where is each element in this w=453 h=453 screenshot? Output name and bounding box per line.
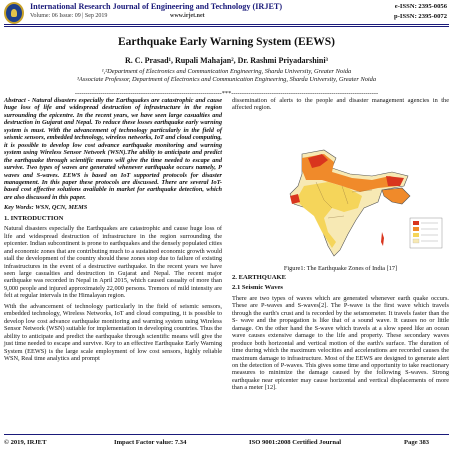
journal-header bbox=[0, 0, 453, 38]
page-footer bbox=[4, 436, 449, 450]
p-issn: p-ISSN: 2395-0072 bbox=[394, 13, 447, 20]
seismic-waves-paragraph: There are two types of waves which are generated whenever earth quake occurs. These are P-waves and S-waves[2]. The P-wave is the first wave which travels through the earth's crust and is recorded by the seismometer. It travels faster than the S- wave and the propagation is like that of a sound wave. It causes no or little damage. On the other hand the S-wave which travels at a slow speed like an ocean wave causes extensive damage to the life and property. These secondary waves produce both horizontal and vertical motion of the earth's surface. The duration of time during which the maximum velocities and accelerations are recorded causes the maximum damage to infrastructure. Most of the EEWS are designed to generate alert on the detection of P-waves. This gives some time and opportunity to take reactionary measures to minimize the damage caused by the following S-waves. Strong earthquake near epicenter may cause horizontal and vertical displacements of more than a meter [12]. bbox=[232, 294, 449, 392]
footer-iso: ISO 9001:2008 Certified Journal bbox=[249, 439, 342, 446]
section-2-1-heading: 2.1 Seismic Waves bbox=[232, 284, 283, 292]
separator-line: ---------------------------------------------------------------------***--------------------------------------------------------------------- bbox=[74, 90, 379, 97]
intro-paragraph-1: Natural disasters especially the Earthquakes are catastrophic and cause huge loss of life and widespread destruction of infrastructure in the region surrounding the epicenter. Indian subcontinent is prone to earthquakes and the densely populated cities and economic zones that are contributing much to a sustained economic growth would stall the development of the country should these zones stop due to failure of existing infrastructures in the event of a destructive earthquake. In the recent years we have seen large casualties and destruction in Gujarat and Nepal. The recent major earthquake was recorded in Nepal in April 2015, which caused casualty of more than 9,000 people and injured approximately 22,000 persons. Tremors of mild intensity are felt at regular intervals in the Himalayan region. bbox=[4, 225, 222, 300]
footer-rule bbox=[4, 434, 449, 435]
left-column bbox=[4, 97, 222, 365]
intro-heading: 1. INTRODUCTION bbox=[4, 214, 64, 222]
right-column-top bbox=[232, 97, 449, 115]
intro-continuation: dissemination of alerts to the people and disaster management agencies in the affected region. bbox=[232, 97, 449, 112]
journal-name: International Research Journal of Engineering and Technology (IRJET) bbox=[30, 2, 283, 11]
keywords: Key Words: WSN, QCN, MEMS bbox=[4, 204, 88, 212]
footer-impact-factor: Impact Factor value: 7.34 bbox=[114, 439, 187, 446]
abstract: Abstract - Natural disasters especially the Earthquakes are catastrophic and cause huge loss of life and widespread destruction of infrastructure in the region surrounding the epicentre. In the recent years, we have seen large casualties and destruction in Gujarat and Nepal. To reduce these losses earthquake early warning system is must. With the advancement of technology particularly in the field of seismic sensors, embedded technology, wireless networks, IoT and cloud computing, it is possible to develop low cost advance earthquake monitoring and warning system using Wireless Sensor Network (WSN).The ability to anticipate and predict the earthquake through scientific means will give the time needed to escape and survive. Two types of waves are generated whenever earthquake occurs namely, P waves and S-waves. EEWS is based on IoT supported protocols for disaster management. In this paper these protocols are discussed. There are several IoT-based cost effective solutions available in market for earthquake detection, which are also discussed in this paper. bbox=[4, 97, 222, 201]
intro-paragraph-2: With the advancement of technology particularly in the field of seismic sensors, embedded technology, Wireless Networks, IoT and cloud computing, it is possible to develop low cost advance earthquake monitoring and warning system using Wireless Sensor Network (WSN) suitable for implementation in developing countries. Thus the ability to anticipate and predict the earthquake through scientific means will give the just time needed to escape and survive. Key to an effective Earthquake Early Warning System (EEWS) is the large scale employment of low cost sensors, highly reliable WSN, Real time analytics and prompt bbox=[4, 302, 222, 362]
irjet-logo-icon bbox=[4, 2, 24, 24]
india-seismic-zone-map bbox=[232, 146, 449, 262]
affiliation-2: ³Associate Professor, Department of Electronics and Communication Engineering, Sharda University, Greater Noida bbox=[76, 76, 377, 83]
affiliation-1: ¹,²Department of Electronics and Communication Engineering, Sharda University, Greater Noida bbox=[101, 68, 352, 75]
header-rule bbox=[4, 24, 449, 25]
author-list: R. C. Prasad¹, Rupali Mahajan², Dr. Rashmi Priyadarshini³ bbox=[125, 56, 328, 65]
right-column-bottom bbox=[232, 274, 449, 395]
footer-page-number: Page 383 bbox=[404, 439, 430, 446]
paper-title: Earthquake Early Warning System (EEWS) bbox=[117, 36, 336, 48]
figure-caption: Figure1: The Earthquake Zones of India [17] bbox=[283, 265, 398, 272]
footer-copyright: © 2019, IRJET bbox=[4, 439, 47, 446]
section-2-heading: 2. EARTHQUAKE bbox=[232, 274, 286, 281]
journal-url[interactable]: www.irjet.net bbox=[170, 13, 205, 19]
e-issn: e-ISSN: 2395-0056 bbox=[394, 3, 447, 10]
header-rule-2 bbox=[4, 26, 449, 27]
volume-issue: Volume: 06 Issue: 09 | Sep 2019 bbox=[30, 13, 108, 19]
